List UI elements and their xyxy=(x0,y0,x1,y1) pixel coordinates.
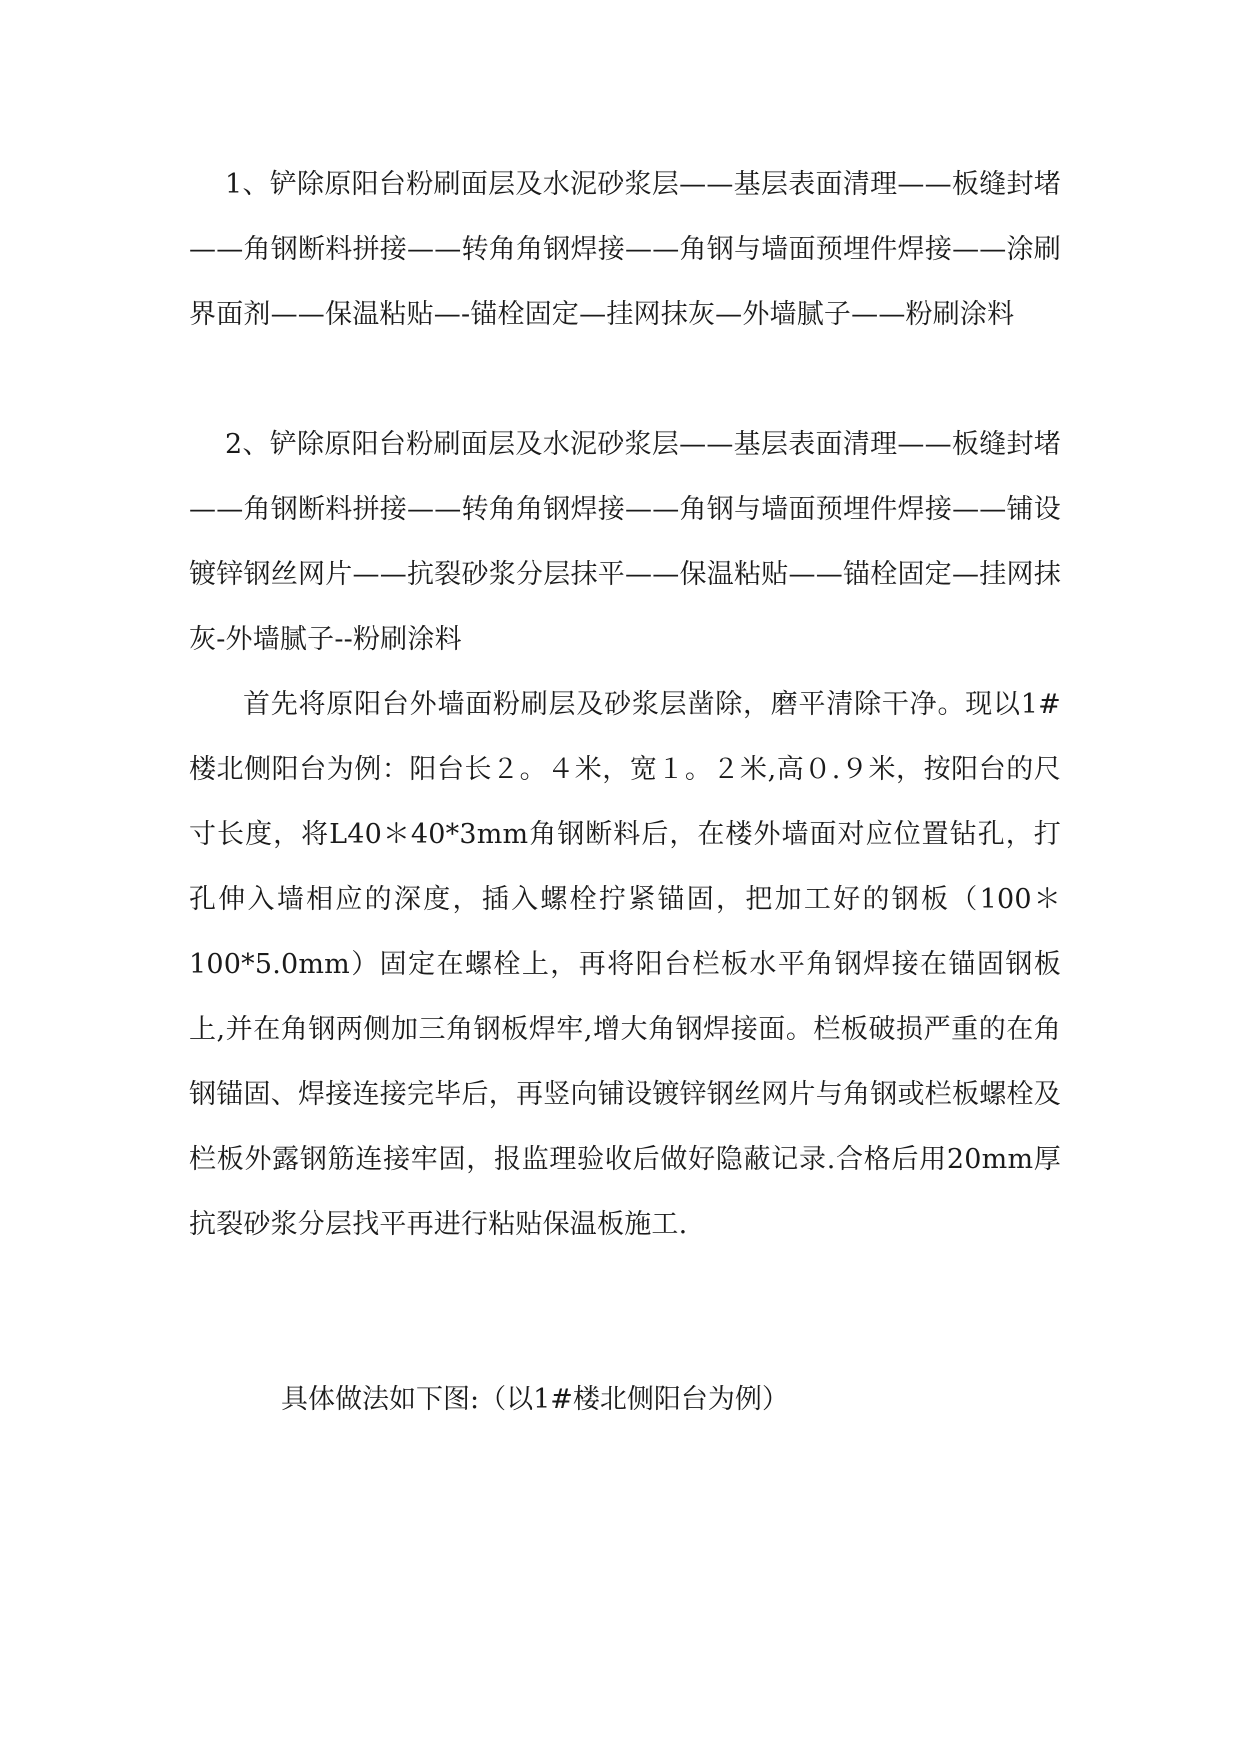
process-step-1-paragraph: 1、铲除原阳台粉刷面层及水泥砂浆层——基层表面清理——板缝封堵——角钢断料拼接——转角角钢焊接——角钢与墙面预埋件焊接——涂刷界面剂——保温粘贴—-锚栓固定—挂网抹灰—外墙腻子——粉刷涂料 xyxy=(189,169,1061,330)
figure-caption: 具体做法如下图:（以1#楼北侧阳台为例） xyxy=(281,1384,789,1415)
process-step-2-paragraph: 2、铲除原阳台粉刷面层及水泥砂浆层——基层表面清理——板缝封堵——角钢断料拼接——转角角钢焊接——角钢与墙面预埋件焊接——铺设镀锌钢丝网片——抗裂砂浆分层抹平——保温粘贴——锚栓固定—挂网抹灰-外墙腻子--粉刷涂料 xyxy=(189,429,1061,655)
construction-description-paragraph: 首先将原阳台外墙面粉刷层及砂浆层凿除，磨平清除干净。现以1#楼北侧阳台为例：阳台长２。４米，宽１。２米,高０.９米，按阳台的尺寸长度，将L40＊40*3mm角钢断料后，在楼外墙面对应位置钻孔，打孔伸入墙相应的深度，插入螺栓拧紧锚固，把加工好的钢板（100＊100*5.0mm）固定在螺栓上，再将阳台栏板水平角钢焊接在锚固钢板上,并在角钢两侧加三角钢板焊牢,增大角钢焊接面。栏板破损严重的在角钢锚固、焊接连接完毕后，再竖向铺设镀锌钢丝网片与角钢或栏板螺栓及栏板外露钢筋连接牢固，报监理验收后做好隐蔽记录.合格后用20mm厚抗裂砂浆分层找平再进行粘贴保温板施工. xyxy=(189,689,1061,1240)
